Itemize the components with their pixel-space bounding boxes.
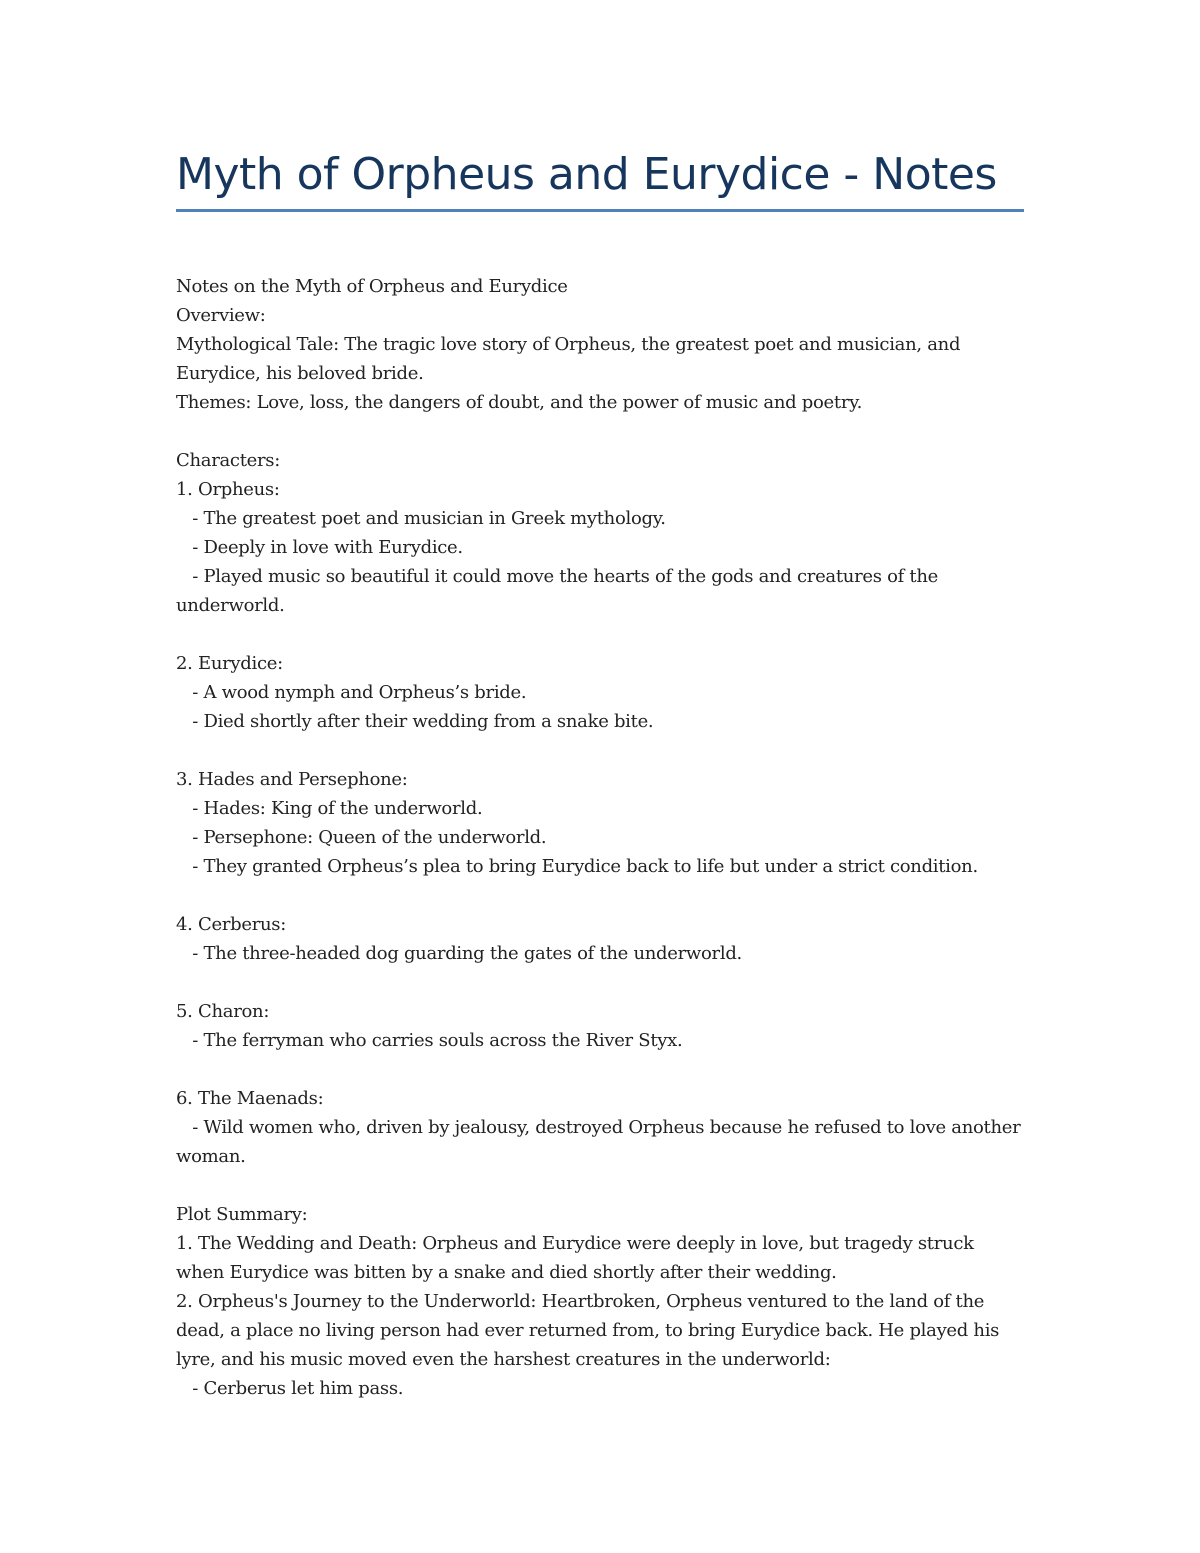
text-line: - A wood nymph and Orpheus’s bride.: [176, 682, 527, 703]
text-line: - The three-headed dog guarding the gates of the underworld.: [176, 943, 742, 964]
blank-line: [176, 968, 1024, 997]
blank-line: [176, 620, 1024, 649]
text-line: Characters:: [176, 450, 281, 471]
blank-line: [176, 1055, 1024, 1084]
text-line: - The greatest poet and musician in Greek mythology.: [176, 508, 666, 529]
text-line: 1. Orpheus:: [176, 479, 280, 500]
text-line: - Persephone: Queen of the underworld.: [176, 827, 547, 848]
blank-line: [176, 417, 1024, 446]
title-underline: [176, 209, 1024, 212]
text-line: - Wild women who, driven by jealousy, destroyed Orpheus because he refused to love another woman.: [176, 1117, 1026, 1167]
text-line: - Hades: King of the underworld.: [176, 798, 483, 819]
text-line: 2. Eurydice:: [176, 653, 283, 674]
text-line: 5. Charon:: [176, 1001, 270, 1022]
document-title: Myth of Orpheus and Eurydice - Notes: [176, 149, 997, 200]
text-line: 4. Cerberus:: [176, 914, 286, 935]
text-line: 2. Orpheus's Journey to the Underworld: Heartbroken, Orpheus ventured to the land of the dead, a place no living person had ever returned from, to bring Eurydice back. He played his lyre, and his music moved even the harshest creatures in the underworld:: [176, 1291, 1005, 1370]
text-line: - Cerberus let him pass.: [176, 1378, 404, 1399]
text-line: - They granted Orpheus’s plea to bring Eurydice back to life but under a strict condition.: [176, 856, 978, 877]
text-line: - Played music so beautiful it could move the hearts of the gods and creatures of the underworld.: [176, 566, 944, 616]
document-body: [176, 272, 1024, 1403]
text-line: Overview:: [176, 305, 266, 326]
blank-line: [176, 736, 1024, 765]
blank-line: [176, 1171, 1024, 1200]
text-line: 6. The Maenads:: [176, 1088, 324, 1109]
text-line: Mythological Tale: The tragic love story of Orpheus, the greatest poet and musician, and Eurydice, his beloved bride.: [176, 334, 966, 384]
text-line: Notes on the Myth of Orpheus and Eurydice: [176, 276, 568, 297]
text-line: - Died shortly after their wedding from a snake bite.: [176, 711, 654, 732]
text-line: 3. Hades and Persephone:: [176, 769, 408, 790]
text-line: 1. The Wedding and Death: Orpheus and Eurydice were deeply in love, but tragedy struck when Eurydice was bitten by a snake and died shortly after their wedding.: [176, 1233, 980, 1283]
blank-line: [176, 881, 1024, 910]
text-line: Themes: Love, loss, the dangers of doubt, and the power of music and poetry.: [176, 392, 863, 413]
text-line: - Deeply in love with Eurydice.: [176, 537, 463, 558]
text-line: - The ferryman who carries souls across the River Styx.: [176, 1030, 683, 1051]
text-line: Plot Summary:: [176, 1204, 308, 1225]
